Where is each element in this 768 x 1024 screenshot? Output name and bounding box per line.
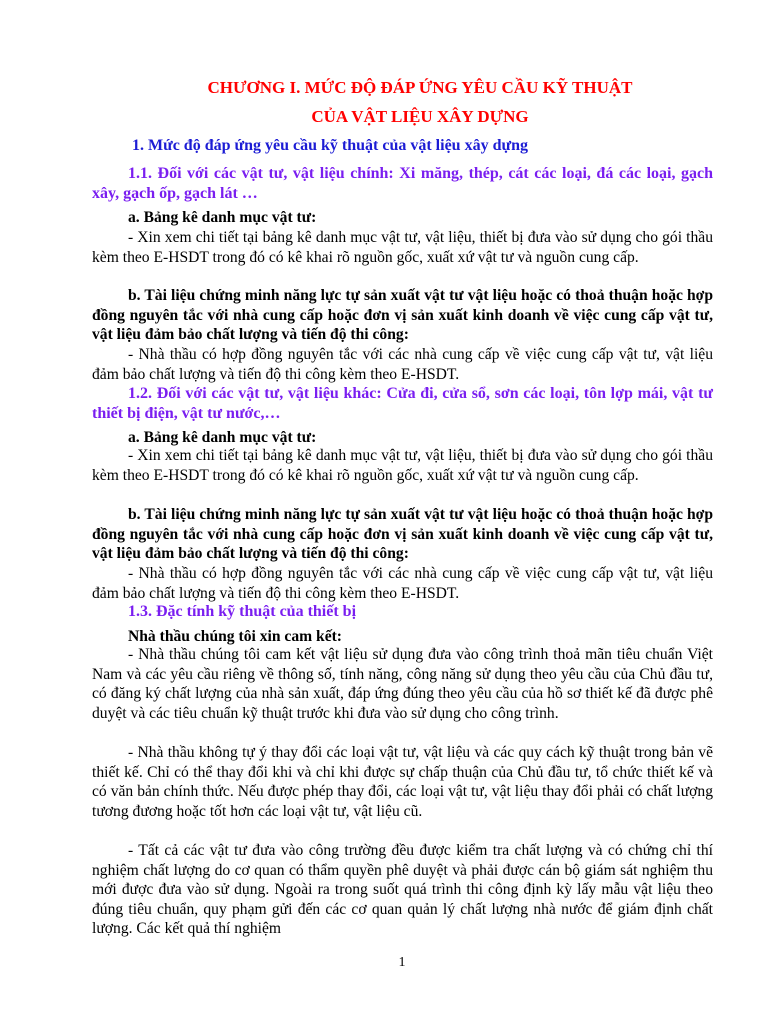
commitment-label: Nhà thầu chúng tôi xin cam kết: bbox=[128, 628, 343, 645]
section-1-2-b-text: - Nhà thầu có hợp đồng nguyên tắc với các nhà cung cấp về việc cung cấp vật tư, vật liệu đảm bảo chất lượng và tiến độ thi công kèm theo E-HSDT. bbox=[92, 565, 713, 602]
section-1-2-b-label: b. Tài liệu chứng minh năng lực tự sản xuất vật tư vật liệu hoặc có thoả thuận hoặc hợp đồng nguyên tắc với nhà cung cấp hoặc đơn vị sản xuất kinh doanh về việc cung cấp vật tư, vật liệu đảm bảo chất lượng và tiến độ thi công: bbox=[92, 506, 713, 562]
section-1-1-b-text: - Nhà thầu có hợp đồng nguyên tắc với các nhà cung cấp về việc cung cấp vật tư, vật liệu đảm bảo chất lượng và tiến độ thi công kèm theo E-HSDT. bbox=[92, 346, 713, 383]
section-1-1-a-text: - Xin xem chi tiết tại bảng kê danh mục vật tư, vật liệu, thiết bị đưa vào sử dụng cho gói thầu kèm theo E-HSDT trong đó có kê khai rõ nguồn gốc, xuất xứ vật tư và nguồn cung cấp. bbox=[92, 229, 713, 266]
section-1-3-heading: 1.3. Đặc tính kỹ thuật của thiết bị bbox=[128, 603, 357, 620]
commitment-paragraph-2: - Nhà thầu không tự ý thay đổi các loại vật tư, vật liệu và các quy cách kỹ thuật trong bản vẽ thiết kế. Chỉ có thể thay đổi khi và chỉ khi được sự chấp thuận của Chủ đầu tư, tổ chức thiết kế và có văn bản chính thức. Nếu được phép thay đổi, các loại vật tư, vật liệu thay đổi phải có chất lượng tương đương hoặc tốt hơn các loại vật tư, vật liệu cũ. bbox=[92, 744, 713, 820]
section-1-1-heading: 1.1. Đối với các vật tư, vật liệu chính: Xi măng, thép, cát các loại, đá các loại, gạch xây, gạch ốp, gạch lát … bbox=[92, 165, 713, 202]
chapter-title-line-2: CỦA VẬT LIỆU XÂY DỰNG bbox=[311, 107, 529, 126]
chapter-title-line-1: CHƯƠNG I. MỨC ĐỘ ĐÁP ỨNG YÊU CẦU KỸ THUẬT bbox=[207, 78, 633, 97]
section-1-1-b-label: b. Tài liệu chứng minh năng lực tự sản xuất vật tư vật liệu hoặc có thoả thuận hoặc hợp đồng nguyên tắc với nhà cung cấp hoặc đơn vị sản xuất kinh doanh về việc cung cấp vật tư, vật liệu đảm bảo chất lượng và tiến độ thi công: bbox=[92, 287, 713, 343]
section-1-2-heading: 1.2. Đối với các vật tư, vật liệu khác: Cửa đi, cửa sổ, sơn các loại, tôn lợp mái, vật tư thiết bị điện, vật tư nước,… bbox=[92, 385, 713, 422]
section-1-1-a-label: a. Bảng kê danh mục vật tư: bbox=[128, 209, 317, 226]
section-1-2-a-text: - Xin xem chi tiết tại bảng kê danh mục vật tư, vật liệu, thiết bị đưa vào sử dụng cho gói thầu kèm theo E-HSDT trong đó có kê khai rõ nguồn gốc, xuất xứ vật tư và nguồn cung cấp. bbox=[92, 447, 713, 484]
commitment-paragraph-1: - Nhà thầu chúng tôi cam kết vật liệu sử dụng đưa vào công trình thoả mãn tiêu chuẩn Việt Nam và các yêu cầu riêng về thông số, tính năng, công năng sử dụng theo yêu cầu của Chủ đầu tư, có đăng ký chất lượng của nhà sản xuất, đáp ứng đúng theo yêu cầu của hồ sơ thiết kế đã được phê duyệt và các tiêu chuẩn kỹ thuật trước khi đưa vào sử dụng cho công trình. bbox=[92, 646, 713, 722]
page-number: 1 bbox=[398, 955, 406, 970]
commitment-paragraph-3: - Tất cả các vật tư đưa vào công trường đều được kiểm tra chất lượng và có chứng chỉ thí nghiệm chất lượng do cơ quan có thẩm quyền phê duyệt và phải được cán bộ giám sát nghiệm thu mới được đưa vào sử dụng. Ngoài ra trong suốt quá trình thi công định kỳ lấy mẫu vật liệu theo đúng tiêu chuẩn, quy phạm gửi đến các cơ quan quản lý chất lượng nhà nước để giám định chất lượng. Các kết quả thí nghiệm bbox=[92, 842, 713, 937]
section-1-2-a-label: a. Bảng kê danh mục vật tư: bbox=[128, 429, 317, 446]
section-1-heading: 1. Mức độ đáp ứng yêu cầu kỹ thuật của vật liệu xây dựng bbox=[132, 137, 528, 154]
